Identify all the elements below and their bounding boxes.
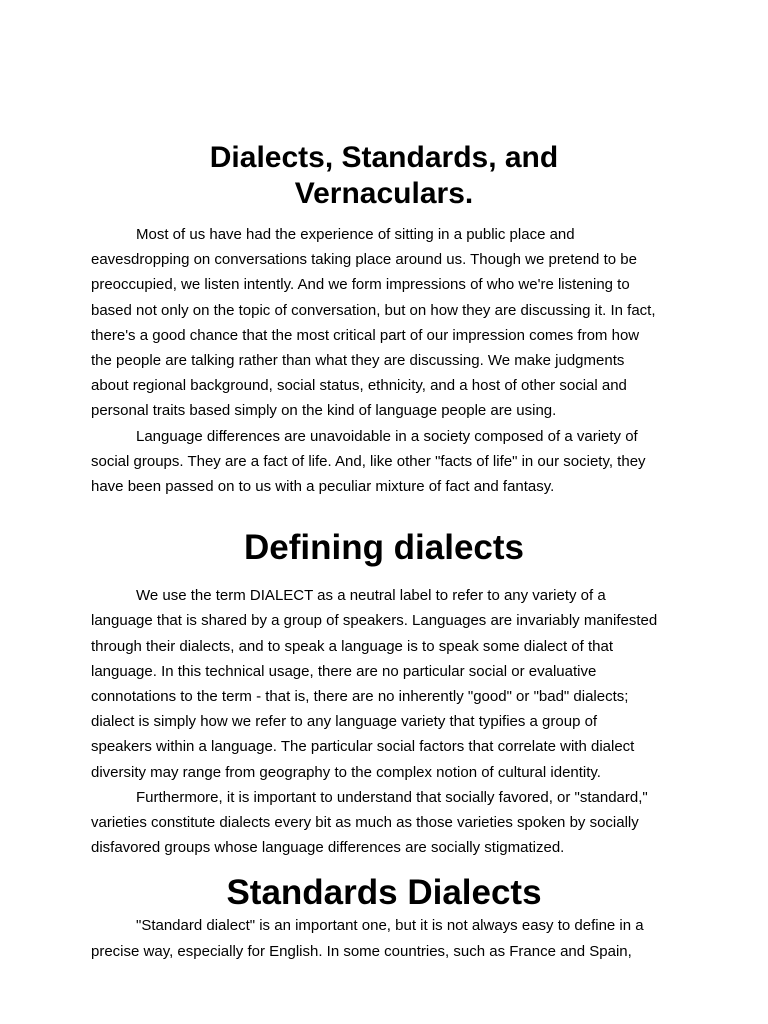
paragraph [91, 785, 677, 861]
text-line: dialect is simply how we refer to any language variety that typifies a group of [91, 713, 598, 731]
text-line: through their dialects, and to speak a language is to speak some dialect of that [91, 637, 613, 655]
title-line: Vernaculars. [294, 177, 474, 210]
text-line: speakers within a language. The particular social factors that correlate with dialect [91, 738, 635, 756]
paragraph [91, 424, 677, 500]
text-line: social groups. They are a fact of life. And, like other "facts of life" in our society, they [91, 452, 646, 470]
text-line: "Standard dialect" is an important one, but it is not always easy to define in a [136, 917, 644, 935]
text-line: diversity may range from geography to the complex notion of cultural identity. [91, 763, 601, 781]
title-line: Dialects, Standards, and [209, 141, 559, 174]
text-line: We use the term DIALECT as a neutral label to refer to any variety of a [136, 587, 606, 605]
text-line: disfavored groups whose language differences are socially stigmatized. [91, 839, 565, 857]
document-page [91, 140, 677, 964]
text-line: precise way, especially for English. In some countries, such as France and Spain, [91, 942, 632, 960]
text-line: preoccupied, we listen intently. And we form impressions of who we're listening to [91, 276, 630, 294]
text-line: Most of us have had the experience of sitting in a public place and [136, 226, 575, 243]
text-line: have been passed on to us with a peculiar mixture of fact and fantasy. [91, 478, 555, 496]
text-line: language that is shared by a group of speakers. Languages are invariably manifested [91, 612, 658, 630]
text-line: based not only on the topic of conversation, but on how they are discussing it. In fact, [91, 301, 656, 319]
text-line: varieties constitute dialects every bit as much as those varieties spoken by socially [91, 814, 639, 832]
text-line: the people are talking rather than what they are discussing. We make judgments [91, 352, 625, 370]
text-line: Furthermore, it is important to understand that socially favored, or "standard," [136, 788, 648, 806]
section-heading: Standards Dialects [226, 873, 542, 913]
text-line: personal traits based simply on the kind of language people are using. [91, 402, 557, 420]
text-line: connotations to the term - that is, there are no inherently "good" or "bad" dialects; [91, 688, 629, 706]
document-title [91, 140, 677, 212]
text-line: there's a good chance that the most critical part of our impression comes from how [91, 326, 640, 344]
paragraph [91, 583, 677, 785]
section-heading: Defining dialects [243, 528, 525, 568]
text-line: eavesdropping on conversations taking place around us. Though we pretend to be [91, 251, 637, 269]
text-line: about regional background, social status, ethnicity, and a host of other social and [91, 377, 627, 395]
text-line: Language differences are unavoidable in a society composed of a variety of [136, 427, 638, 445]
paragraph [91, 222, 677, 424]
text-line: language. In this technical usage, there are no particular social or evaluative [91, 662, 597, 680]
paragraph [91, 913, 677, 963]
